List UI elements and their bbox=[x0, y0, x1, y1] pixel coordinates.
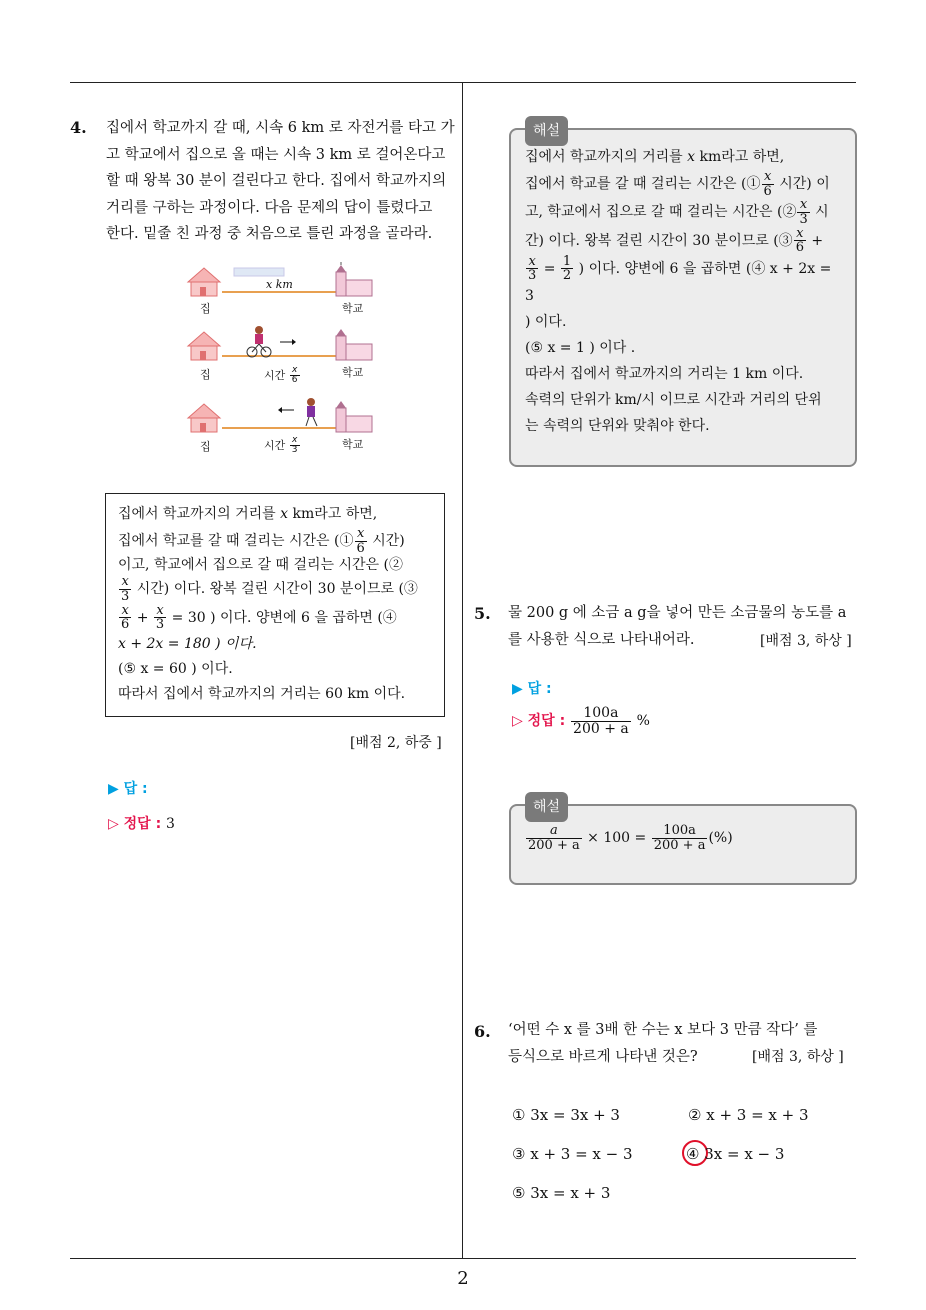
box-line: (⑤ x = 60 ) 이다. bbox=[118, 660, 233, 677]
q4-number: 4. bbox=[70, 118, 87, 137]
q6-line: 등식으로 바르게 나타낸 것은? bbox=[508, 1048, 698, 1065]
sol-line: $\frac{a}{200 + a}$ × 100 = $\frac{100a}{200 + a}$ (%) bbox=[528, 823, 733, 853]
q5-explanation bbox=[509, 799, 857, 885]
q4-line: 집에서 학교까지 갈 때, 시속 6 km 로 자전거를 타고 가 bbox=[106, 120, 455, 136]
q4-line: 고 학교에서 집으로 올 때는 시속 3 km 로 걸어온다고 bbox=[106, 146, 446, 163]
q5-line: 를 사용한 식으로 나타내어라. bbox=[508, 631, 695, 648]
walking-person-icon bbox=[306, 398, 317, 426]
home-label: 집 bbox=[200, 302, 211, 315]
arrow-left-icon bbox=[278, 407, 294, 413]
sol-line: 간) 이다. 왕복 걸린 시간이 30 분이므로 (③ $\frac{x}{6}$ + bbox=[525, 225, 824, 256]
page-number: 2 bbox=[457, 1268, 469, 1289]
sol-line: ) 이다. bbox=[525, 314, 567, 331]
q5-number: 5. bbox=[474, 604, 491, 623]
q4-line: 거리를 구하는 과정이다. 다음 문제의 답이 틀렸다고 bbox=[106, 199, 433, 216]
q6-line: ‘어떤 수 x 를 3배 한 수는 x 보다 3 만큼 작다’ 를 bbox=[508, 1022, 818, 1038]
q4-answer-label: ▶ 답 : bbox=[108, 781, 148, 797]
q5-line: 물 200 g 에 소금 a g을 넣어 만든 소금물의 농도를 a bbox=[508, 605, 847, 621]
house-icon bbox=[188, 332, 220, 360]
q5-answer-label: ▶ 답 : bbox=[512, 681, 552, 697]
sol-line: 속력의 단위가 km/시 이므로 시간과 거리의 단위 bbox=[525, 392, 822, 409]
box-line: 이고, 학교에서 집으로 갈 때 걸리는 시간은 (② bbox=[118, 557, 403, 574]
q6-option-2: ② x + 3 = x + 3 bbox=[688, 1106, 809, 1124]
school-icon bbox=[336, 329, 372, 360]
distance-diagram bbox=[186, 262, 386, 462]
time-label: 시간 $\frac{x}{3}$ bbox=[264, 435, 298, 456]
bottom-rule bbox=[70, 1258, 856, 1259]
explanation-tag: 해설 bbox=[525, 792, 568, 822]
box-line: 따라서 집에서 학교까지의 거리는 60 km 이다. bbox=[118, 685, 406, 702]
q5-correct-fraction: $\frac{100a}{200 + a}$ bbox=[573, 705, 629, 737]
home-label: 집 bbox=[200, 368, 211, 381]
q4-score: [배점 2, 하중 ] bbox=[350, 735, 442, 751]
school-icon bbox=[336, 262, 372, 296]
top-rule bbox=[70, 82, 856, 83]
q6-option-3: ③ x + 3 = x − 3 bbox=[512, 1145, 633, 1163]
sol-line: (⑤ x = 1 ) 이다 . bbox=[525, 340, 636, 357]
q5-score: [배점 3, 하상 ] bbox=[760, 633, 852, 649]
q6-option-4: ④ 3x = x − 3 bbox=[686, 1145, 784, 1163]
sol-line: $\frac{x}{3}$ = $\frac{1}{2}$ ) 이다. 양변에 6 을 곱하면 (④ x + 2x = 3 bbox=[525, 253, 832, 305]
q4-text bbox=[106, 115, 456, 248]
box-line: 집에서 학교를 갈 때 걸리는 시간은 (① $\frac{x}{6}$ 시간) bbox=[118, 526, 405, 556]
arrow-right-icon bbox=[280, 339, 296, 345]
q4-explanation bbox=[509, 123, 857, 467]
explanation-tag: 해설 bbox=[525, 116, 568, 146]
box-line: $\frac{x}{3}$ 시간) 이다. 왕복 걸린 시간이 30 분이므로 (③ bbox=[121, 574, 418, 604]
distance-label: x km bbox=[266, 278, 293, 291]
q4-diagram bbox=[186, 262, 386, 462]
q4-correct: ▷ 정답 : 3 bbox=[108, 816, 175, 832]
school-label: 학교 bbox=[342, 438, 364, 451]
q4-line: 할 때 왕복 30 분이 걸린다고 한다. 집에서 학교까지의 bbox=[106, 173, 447, 189]
school-label: 학교 bbox=[342, 366, 364, 379]
q4-correct-value: 3 bbox=[166, 816, 175, 832]
sol-line: 는 속력의 단위와 맞춰야 한다. bbox=[525, 418, 710, 435]
sol-line: 집에서 학교까지의 거리를 x km라고 하면, bbox=[525, 149, 785, 165]
box-line: x + 2x = 180 ) 이다. bbox=[118, 635, 257, 652]
column-divider bbox=[462, 83, 463, 1259]
house-icon bbox=[188, 404, 220, 432]
time-label: 시간 $\frac{x}{6}$ bbox=[264, 365, 298, 386]
school-label: 학교 bbox=[342, 302, 364, 315]
school-icon bbox=[336, 401, 372, 432]
q6-score: [배점 3, 하상 ] bbox=[752, 1049, 844, 1065]
q6-option-1: ① 3x = 3x + 3 bbox=[512, 1106, 620, 1124]
house-icon bbox=[188, 268, 220, 296]
q4-solution-box bbox=[105, 493, 445, 717]
q6-number: 6. bbox=[474, 1022, 491, 1041]
box-line: 집에서 학교까지의 거리를 x km라고 하면, bbox=[118, 506, 378, 522]
q4-line: 한다. 밑줄 친 과정 중 처음으로 틀린 과정을 골라라. bbox=[106, 226, 433, 242]
sol-line: 집에서 학교를 갈 때 걸리는 시간은 (① $\frac{x}{6}$ 시간) 이 bbox=[525, 169, 830, 199]
bicycle-icon bbox=[247, 326, 271, 357]
sol-line: 따라서 집에서 학교까지의 거리는 1 km 이다. bbox=[525, 366, 804, 383]
sol-line: 고, 학교에서 집으로 갈 때 걸리는 시간은 (② $\frac{x}{3}$ 시 bbox=[525, 197, 829, 227]
box-line: $\frac{x}{6}$ + $\frac{x}{3}$ = 30 ) 이다. 양변에 6 을 곱하면 (④ bbox=[121, 602, 397, 633]
q5-correct: ▷ 정답 : $\frac{100a}{200 + a}$ % bbox=[512, 705, 650, 737]
q6-option-5: ⑤ 3x = x + 3 bbox=[512, 1184, 611, 1202]
home-label: 집 bbox=[200, 440, 211, 453]
